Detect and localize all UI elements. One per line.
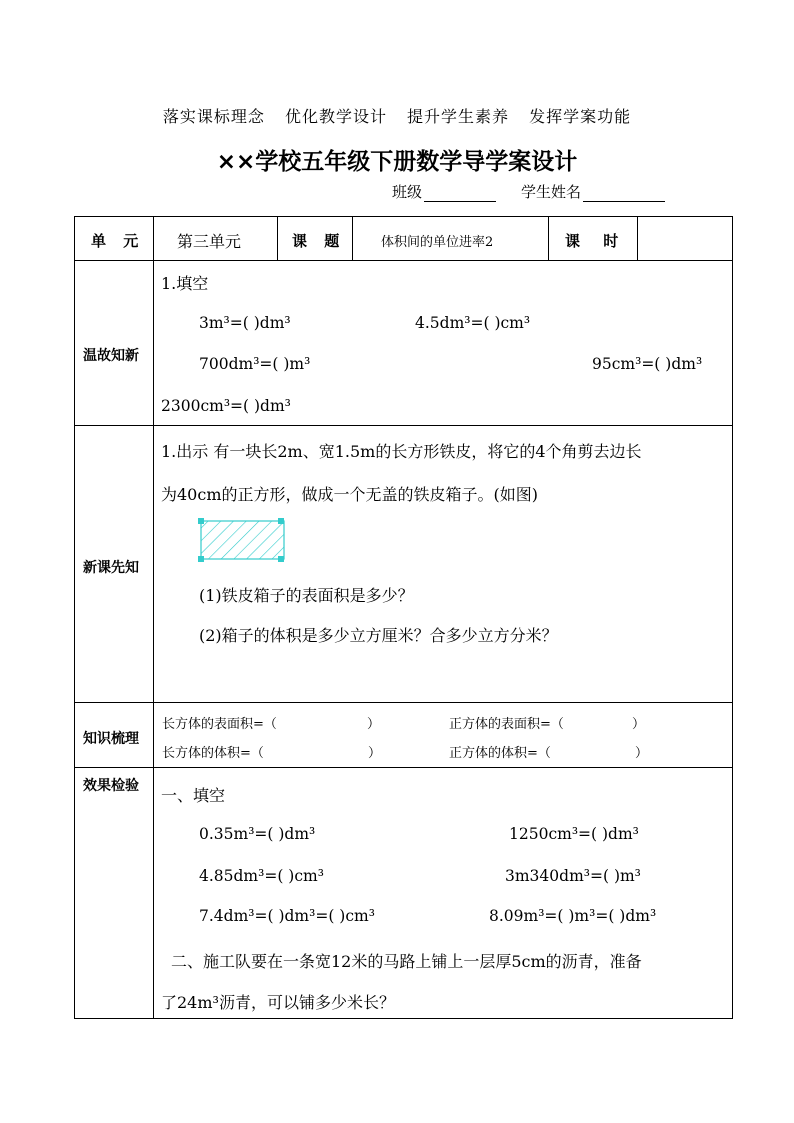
period-label: 课 时 (565, 232, 619, 250)
check-item-3: 4.85dm³=( )cm³ (199, 867, 324, 885)
check-item-5: 7.4dm³=( )dm³=( )cm³ (199, 907, 375, 925)
iron-sheet-figure (198, 518, 288, 564)
col-divider (352, 217, 353, 260)
check-item-6: 8.09m³=( )m³=( )dm³ (489, 907, 657, 925)
col-divider (277, 217, 278, 260)
class-field (392, 181, 496, 202)
unit-label: 单 元 (91, 232, 139, 250)
review-item-5: 2300cm³=( )dm³ (161, 397, 291, 415)
student-label: 学生姓名 (521, 183, 582, 201)
row-divider (75, 425, 732, 426)
student-blank[interactable] (583, 185, 665, 202)
unit-value: 第三单元 (177, 232, 242, 251)
class-label: 班级 (392, 183, 423, 201)
page-title: ××学校五年级下册数学导学案设计 (216, 149, 578, 175)
check-question-2-line-1: 二、施工队要在一条宽12米的马路上铺上一层厚5cm的沥青，准备 (171, 952, 642, 971)
row-divider (75, 702, 732, 703)
check-question-2-line-2: 了24m³沥青，可以铺多少米长？ (161, 993, 395, 1012)
knowledge-item-3: 长方体的体积=（ ） (162, 746, 382, 761)
knowledge-label: 知识梳理 (83, 731, 139, 747)
knowledge-item-2: 正方体的表面积=（ ） (449, 717, 646, 732)
check-item-2: 1250cm³=( )dm³ (509, 825, 639, 843)
class-blank[interactable] (424, 185, 496, 202)
check-label: 效果检验 (83, 778, 139, 794)
topic-label: 课 题 (292, 232, 340, 250)
review-item-1: 3m³=( )dm³ (199, 314, 291, 332)
check-item-4: 3m340dm³=( )m³ (505, 867, 641, 885)
knowledge-item-4: 正方体的体积=（ ） (449, 746, 649, 761)
review-item-2: 4.5dm³=( )cm³ (415, 314, 531, 332)
check-heading: 一、填空 (161, 786, 226, 805)
col-divider (548, 217, 549, 260)
col-divider (637, 217, 638, 260)
lesson-table (74, 216, 733, 1019)
slogan: 落实课标理念 优化教学设计 提升学生素养 发挥学案功能 (162, 107, 632, 126)
review-label: 温故知新 (83, 348, 139, 364)
row-divider (75, 260, 732, 261)
preview-question-2: (2)箱子的体积是多少立方厘米？合多少立方分米？ (199, 626, 558, 645)
row-divider (75, 767, 732, 768)
review-heading: 1.填空 (161, 274, 209, 293)
preview-line-2: 为40cm的正方形，做成一个无盖的铁皮箱子。(如图) (161, 485, 538, 504)
check-item-1: 0.35m³=( )dm³ (199, 825, 316, 843)
student-field (521, 181, 665, 202)
preview-question-1: (1)铁皮箱子的表面积是多少？ (199, 586, 414, 605)
preview-label: 新课先知 (83, 560, 139, 576)
review-item-4: 95cm³=( )dm³ (592, 355, 703, 373)
knowledge-item-1: 长方体的表面积=（ ） (162, 717, 381, 732)
col-divider (153, 217, 154, 1018)
topic-value: 体积间的单位进率2 (381, 235, 494, 250)
review-item-3: 700dm³=( )m³ (199, 355, 311, 373)
preview-line-1: 1.出示 有一块长2m、宽1.5m的长方形铁皮，将它的4个角剪去边长 (161, 442, 642, 461)
